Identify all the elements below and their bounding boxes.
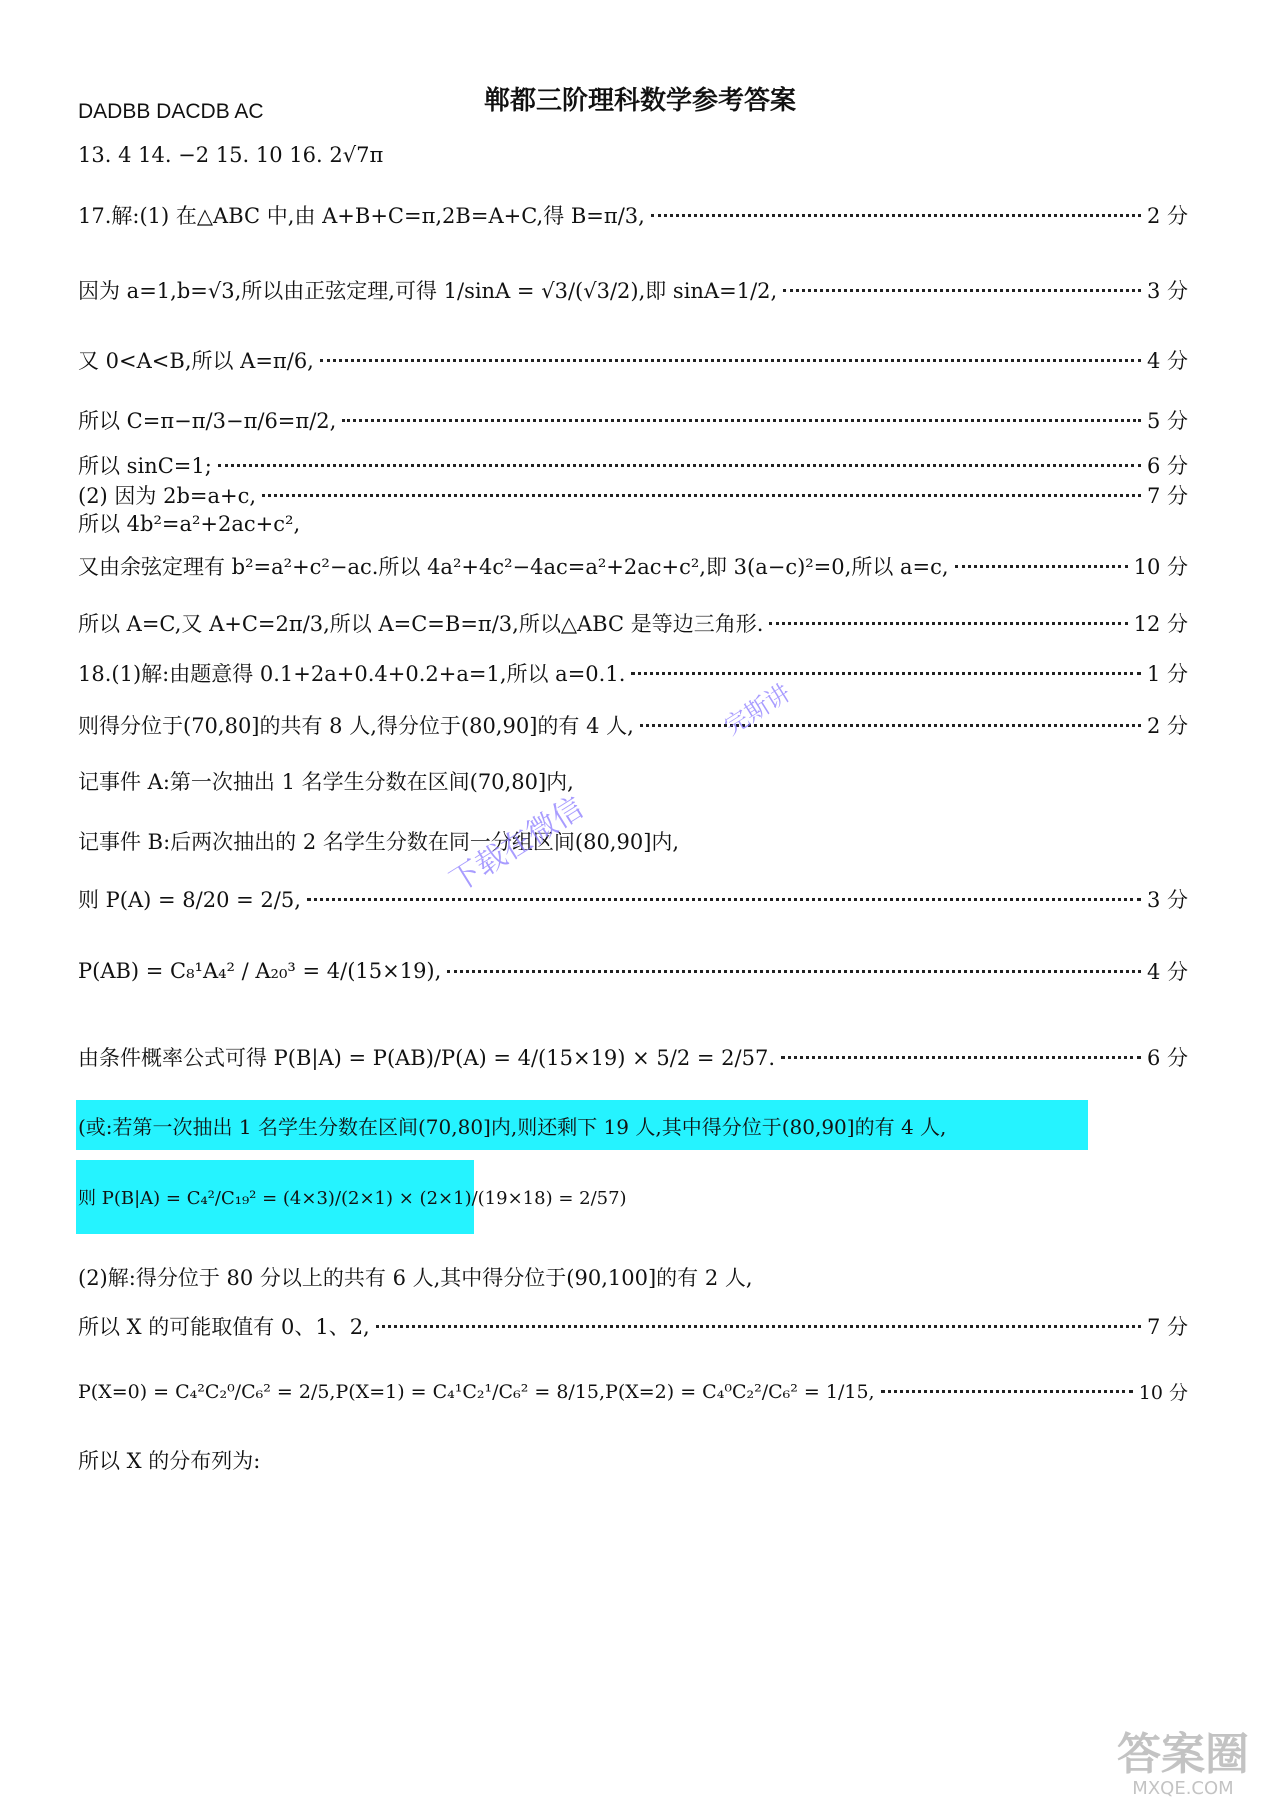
leader-dots (640, 724, 1141, 727)
solution-line (78, 508, 1188, 538)
choice-answers (78, 100, 1188, 124)
solution-line (78, 450, 1188, 480)
line-content: P(AB) = C₈¹A₄² / A₂₀³ = 4/(15×19), (78, 959, 442, 983)
leader-dots (342, 419, 1141, 422)
line-content: 所以 X 的分布列为: (78, 1449, 261, 1473)
leader-dots (307, 898, 1141, 901)
solution-line (78, 1262, 1188, 1292)
line-content: 记事件 A:第一次抽出 1 名学生分数在区间(70,80]内, (78, 770, 574, 794)
solution-line (78, 658, 1188, 688)
line-content: 由条件概率公式可得 P(B|A) = P(AB)/P(A) = 4/(15×19) × 5/2 = 2/57. (78, 1046, 776, 1070)
solution-line (78, 480, 1188, 510)
line-score: 4 分 (1146, 349, 1188, 373)
solution-line (78, 826, 1188, 856)
leader-dots (783, 289, 1141, 292)
leader-dots (320, 359, 1141, 362)
logo-domain: MXQE.COM (1132, 1778, 1234, 1799)
line-content: 所以 sinC=1; (78, 454, 212, 478)
solution-line (78, 345, 1188, 375)
leader-dots (781, 1056, 1141, 1059)
leader-dots (447, 970, 1141, 973)
line-content: 17.解:(1) 在△ABC 中,由 A+B+C=π,2B=A+C,得 B=π/3, (78, 204, 645, 228)
line-score: 5 分 (1146, 409, 1188, 433)
line-content: 又由余弦定理有 b²=a²+c²−ac.所以 4a²+4c²−4ac=a²+2ac+c²,即 3(a−c)²=0,所以 a=c, (78, 555, 949, 579)
choice-answers-text: DADBB DACDB AC (78, 100, 264, 123)
solution-line (78, 200, 1188, 230)
leader-dots (218, 464, 1141, 467)
line-content: 18.(1)解:由题意得 0.1+2a+0.4+0.2+a=1,所以 a=0.1. (78, 662, 626, 686)
solution-line (78, 884, 1188, 914)
line-score: 12 分 (1133, 612, 1188, 636)
line-content: 所以 X 的可能取值有 0、1、2, (78, 1315, 370, 1339)
line-score: 3 分 (1146, 888, 1188, 912)
solution-line (78, 405, 1188, 435)
line-content: 则 P(B|A) = C₄²/C₁₉² = (4×3)/(2×1) × (2×1)/(19×18) = 2/57) (78, 1188, 627, 1209)
line-content: P(X=0) = C₄²C₂⁰/C₆² = 2/5,P(X=1) = C₄¹C₂¹/C₆² = 8/15,P(X=2) = C₄⁰C₂²/C₆² = 1/15, (78, 1380, 875, 1403)
line-score: 6 分 (1146, 454, 1188, 478)
highlight-alt-solution (76, 1100, 1088, 1150)
line-content: 因为 a=1,b=√3,所以由正弦定理,可得 1/sinA = √3/(√3/2),即 sinA=1/2, (78, 279, 778, 303)
line-content: 记事件 B:后两次抽出的 2 名学生分数在同一分组区间(80,90]内, (78, 830, 680, 854)
leader-dots (376, 1325, 1141, 1328)
line-score: 10 分 (1133, 555, 1188, 579)
line-content: 所以 C=π−π/3−π/6=π/2, (78, 409, 337, 433)
line-content: (或:若第一次抽出 1 名学生分数在区间(70,80]内,则还剩下 19 人,其中得分位于(80,90]的有 4 人, (78, 1114, 947, 1139)
solution-line (78, 956, 1188, 986)
site-logo (1108, 1729, 1258, 1799)
leader-dots (631, 672, 1141, 675)
line-score: 1 分 (1146, 662, 1188, 686)
solution-line (78, 1311, 1188, 1341)
line-score: 6 分 (1146, 1046, 1188, 1070)
leader-dots (955, 565, 1128, 568)
line-content: 又 0<A<B,所以 A=π/6, (78, 349, 314, 373)
line-score: 4 分 (1146, 960, 1188, 984)
line-content: 所以 A=C,又 A+C=2π/3,所以 A=C=B=π/3,所以△ABC 是等边三角形. (78, 612, 764, 636)
fill-answers-text: 13. 4 14. −2 15. 10 16. 2√7π (78, 143, 384, 167)
highlight-alt-formula (76, 1160, 627, 1234)
leader-dots (769, 622, 1127, 625)
leader-dots (262, 494, 1141, 497)
solution-line (78, 1445, 1188, 1475)
line-score: 7 分 (1146, 1315, 1188, 1339)
leader-dots (651, 214, 1141, 217)
solution-line (78, 766, 1188, 796)
line-score: 2 分 (1146, 204, 1188, 228)
solution-line (78, 551, 1188, 581)
line-content: (2) 因为 2b=a+c, (78, 484, 257, 508)
leader-dots (881, 1390, 1133, 1393)
line-score: 3 分 (1146, 279, 1188, 303)
solution-line (78, 1042, 1188, 1072)
watermark-text: 下载在微信 (443, 790, 590, 900)
line-content: 则 P(A) = 8/20 = 2/5, (78, 888, 301, 912)
watermark-text: 完斯讲 (719, 678, 796, 741)
page-title: 郸都三阶理科数学参考答案 (483, 86, 796, 116)
line-score: 2 分 (1146, 714, 1188, 738)
solution-line (78, 1378, 1188, 1405)
fill-answers (78, 143, 1188, 167)
line-score: 7 分 (1146, 484, 1188, 508)
line-content: (2)解:得分位于 80 分以上的共有 6 人,其中得分位于(90,100]的有 2 人, (78, 1266, 753, 1290)
line-content: 则得分位于(70,80]的共有 8 人,得分位于(80,90]的有 4 人, (78, 714, 634, 738)
solution-line (78, 608, 1188, 638)
solution-line (78, 710, 1188, 740)
solution-line (78, 275, 1188, 305)
line-score: 10 分 (1138, 1382, 1188, 1404)
logo-text: 答案圈 (1117, 1729, 1249, 1780)
line-content: 所以 4b²=a²+2ac+c², (78, 512, 301, 536)
